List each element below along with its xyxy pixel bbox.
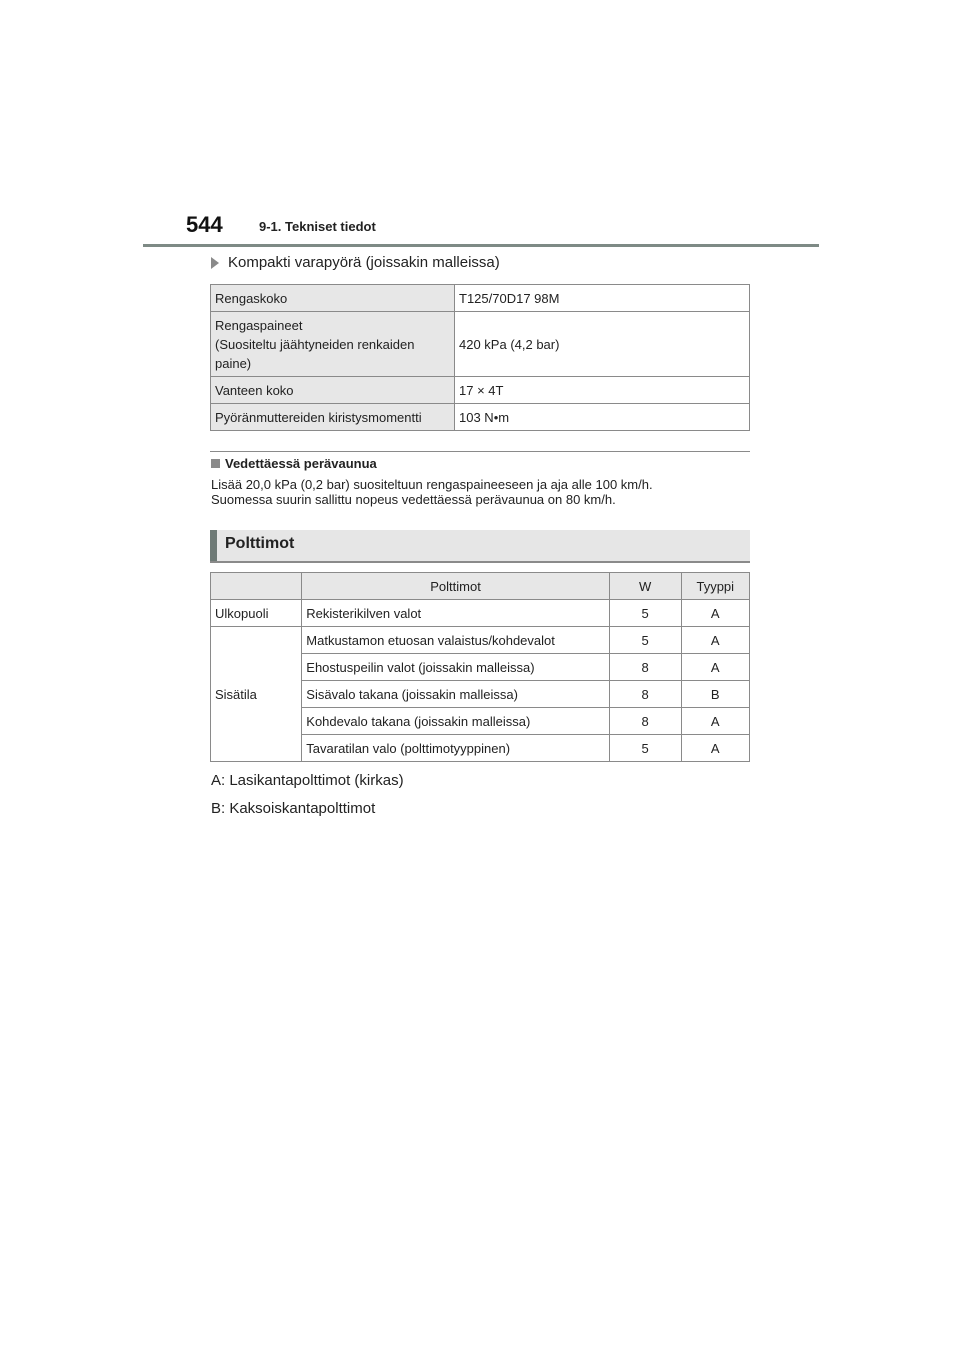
bulb-type-cell: A xyxy=(681,627,749,654)
spec-value: T125/70D17 98M xyxy=(455,285,750,312)
towing-note-title-text: Vedettäessä perävaunua xyxy=(225,456,377,471)
column-header-bulbs: Polttimot xyxy=(302,573,610,600)
section-accent-bar xyxy=(210,530,217,561)
bulb-watt-cell: 5 xyxy=(609,627,681,654)
compact-spare-heading xyxy=(211,254,500,271)
table-row xyxy=(211,377,750,404)
spec-label xyxy=(211,312,455,377)
compact-spare-table xyxy=(210,284,750,431)
table-row xyxy=(211,285,750,312)
bulb-watt-cell: 5 xyxy=(609,735,681,762)
bulb-name-cell: Sisävalo takana (joissakin malleissa) xyxy=(302,681,610,708)
spec-label xyxy=(211,404,455,431)
table-row xyxy=(211,600,750,627)
spec-label-line: (Suositeltu jäähtyneiden renkaiden xyxy=(215,336,415,352)
bulb-type-cell: A xyxy=(681,654,749,681)
spec-label-line: Pyöränmuttereiden kiristysmomentti xyxy=(215,409,422,425)
note-divider xyxy=(210,451,750,452)
header-rule xyxy=(143,244,819,247)
spec-label xyxy=(211,285,455,312)
towing-note-line: Lisää 20,0 kPa (0,2 bar) suositeltuun rengaspaineeseen ja aja alle 100 km/h. xyxy=(211,477,653,492)
bulb-type-cell: A xyxy=(681,735,749,762)
bulb-name-cell: Rekisterikilven valot xyxy=(302,600,610,627)
bulb-watt-cell: 8 xyxy=(609,681,681,708)
table-row xyxy=(211,312,750,377)
spec-value: 17 × 4T xyxy=(455,377,750,404)
bulb-watt-cell: 5 xyxy=(609,600,681,627)
bulbs-section-title: Polttimot xyxy=(225,535,295,552)
column-header-type: Tyyppi xyxy=(681,573,749,600)
bulbs-table xyxy=(210,572,750,762)
table-header-row xyxy=(211,573,750,600)
location-cell: Sisätila xyxy=(211,627,302,762)
column-header-watt: W xyxy=(609,573,681,600)
spec-label-line: Vanteen koko xyxy=(215,382,294,398)
bulb-name-cell: Ehostuspeilin valot (joissakin malleissa) xyxy=(302,654,610,681)
square-bullet-icon xyxy=(211,459,220,468)
footnote-b: B: Kaksoiskantapolttimot xyxy=(211,800,376,817)
bulb-watt-cell: 8 xyxy=(609,708,681,735)
bulb-name-cell: Kohdevalo takana (joissakin malleissa) xyxy=(302,708,610,735)
bulb-type-cell: A xyxy=(681,600,749,627)
spec-label-line: Rengaskoko xyxy=(215,290,288,306)
spec-value: 420 kPa (4,2 bar) xyxy=(455,312,750,377)
bulb-name-cell: Tavaratilan valo (polttimotyyppinen) xyxy=(302,735,610,762)
spec-label-line: Rengaspaineet xyxy=(215,317,303,333)
towing-note-line: Suomessa suurin sallittu nopeus vedettäessä perävaunua on 80 km/h. xyxy=(211,492,616,507)
spec-label xyxy=(211,377,455,404)
bulbs-section-header xyxy=(210,530,750,563)
bulb-watt-cell: 8 xyxy=(609,654,681,681)
table-row xyxy=(211,627,750,654)
towing-note-text xyxy=(211,477,751,507)
triangle-bullet-icon xyxy=(211,257,219,269)
bulb-type-cell: A xyxy=(681,708,749,735)
compact-spare-heading-text: Kompakti varapyörä (joissakin malleissa) xyxy=(228,254,500,271)
bulb-name-cell: Matkustamon etuosan valaistus/kohdevalot xyxy=(302,627,610,654)
section-reference: 9-1. Tekniset tiedot xyxy=(259,219,376,234)
page-number: 544 xyxy=(186,212,223,237)
location-cell: Ulkopuoli xyxy=(211,600,302,627)
table-row xyxy=(211,404,750,431)
column-header-location xyxy=(211,573,302,600)
footnote-a: A: Lasikantapolttimot (kirkas) xyxy=(211,772,404,789)
spec-value: 103 N•m xyxy=(455,404,750,431)
towing-note-title xyxy=(211,456,377,471)
bulb-type-cell: B xyxy=(681,681,749,708)
spec-label-line: paine) xyxy=(215,355,252,371)
